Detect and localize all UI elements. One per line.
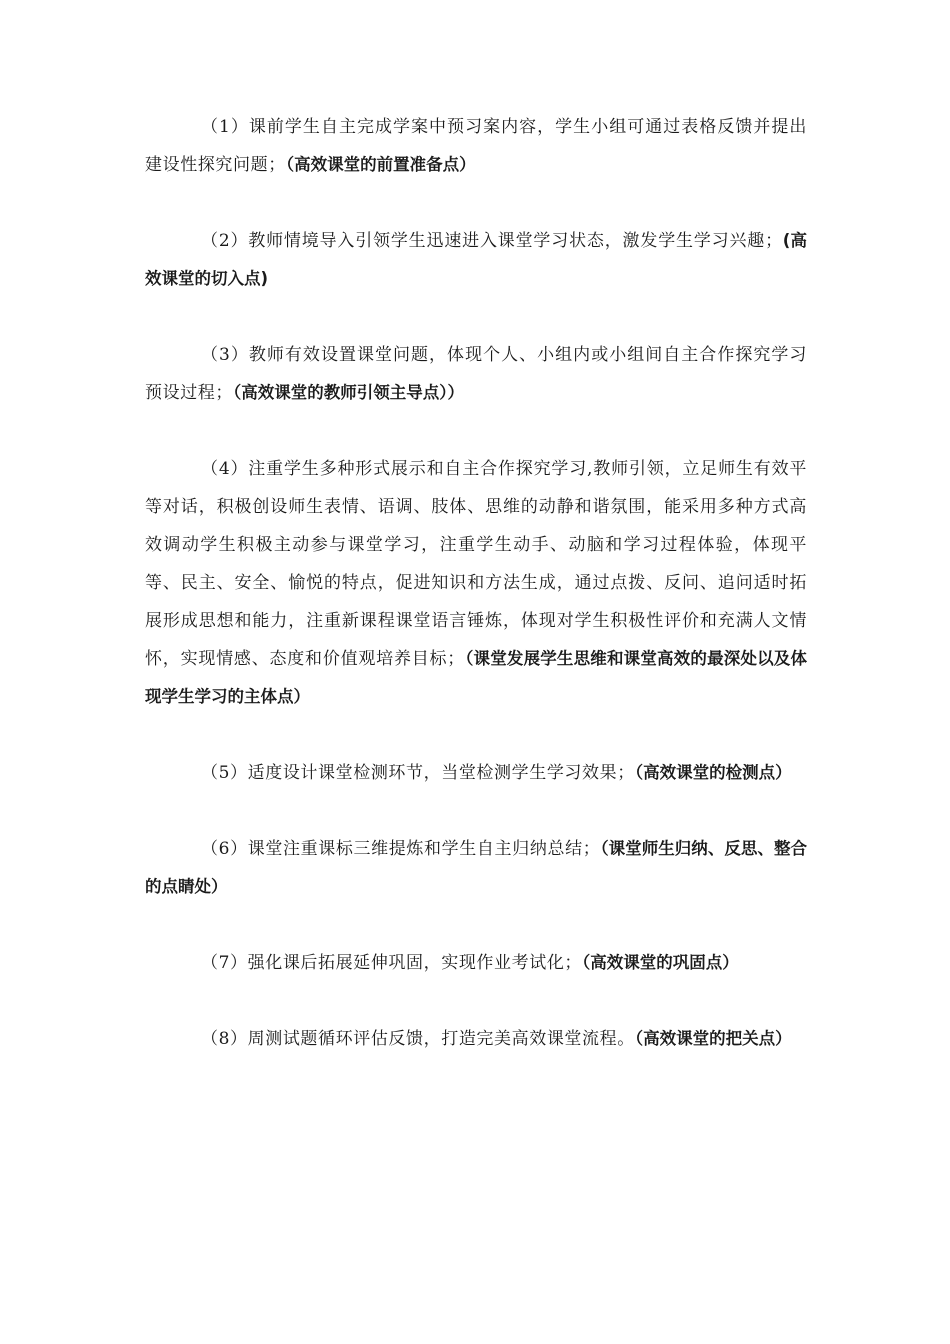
- paragraph-item-6: [145, 830, 807, 906]
- paragraph-item-3: [145, 336, 807, 412]
- item-4-text: （4）注重学生多种形式展示和自主合作探究学习,教师引领，立足师生有效平等对话，积极创设师生表情、语调、肢体、思维的动静和谐氛围，能采用多种方式高效调动学生积极主动参与课堂学习，注重学生动手、动脑和学习过程体验，体现平等、民主、安全、愉悦的特点，促进知识和方法生成，通过点拨、反问、追问适时拓展形成思想和能力，注重新课程课堂语言锤炼，体现对学生积极性评价和充满人文情怀，实现情感、态度和价值观培养目标；: [145, 459, 807, 669]
- paragraph-item-1: [145, 108, 807, 184]
- item-8-text: （8）周测试题循环评估反馈，打造完美高效课堂流程。: [201, 1029, 635, 1049]
- item-5-note: （高效课堂的检测点）: [634, 763, 792, 782]
- paragraph-item-8: [145, 1020, 807, 1058]
- item-2-text: （2）教师情境导入引领学生迅速进入课堂学习状态，激发学生学习兴趣；: [201, 231, 783, 251]
- item-3-text: （3）教师有效设置课堂问题，体现个人、小组内或小组间自主合作探究学习预设过程；: [145, 345, 807, 403]
- item-1-note: （高效课堂的前置准备点）: [285, 155, 476, 174]
- paragraph-item-2: [145, 222, 807, 298]
- item-6-note: （课堂师生归纳、反思、整合的点睛处）: [145, 839, 807, 896]
- item-2-note: (高效课堂的切入点): [145, 231, 807, 288]
- item-8-note: （高效课堂的把关点）: [634, 1029, 792, 1048]
- item-4-note: （课堂发展学生思维和课堂高效的最深处以及体现学生学习的主体点）: [145, 649, 807, 706]
- paragraph-item-4: [145, 450, 807, 716]
- document-body: [145, 108, 807, 1096]
- item-7-note: （高效课堂的巩固点）: [582, 953, 739, 972]
- paragraph-item-7: [145, 944, 807, 982]
- item-3-note: （高效课堂的教师引领主导点））: [233, 383, 464, 402]
- item-1-text: （1）课前学生自主完成学案中预习案内容，学生小组可通过表格反馈并提出建设性探究问题；: [145, 117, 807, 175]
- paragraph-item-5: [145, 754, 807, 792]
- item-5-text: （5）适度设计课堂检测环节，当堂检测学生学习效果；: [201, 763, 635, 783]
- item-6-text: （6）课堂注重课标三维提炼和学生自主归纳总结；: [201, 839, 601, 859]
- item-7-text: （7）强化课后拓展延伸巩固，实现作业考试化；: [201, 953, 583, 973]
